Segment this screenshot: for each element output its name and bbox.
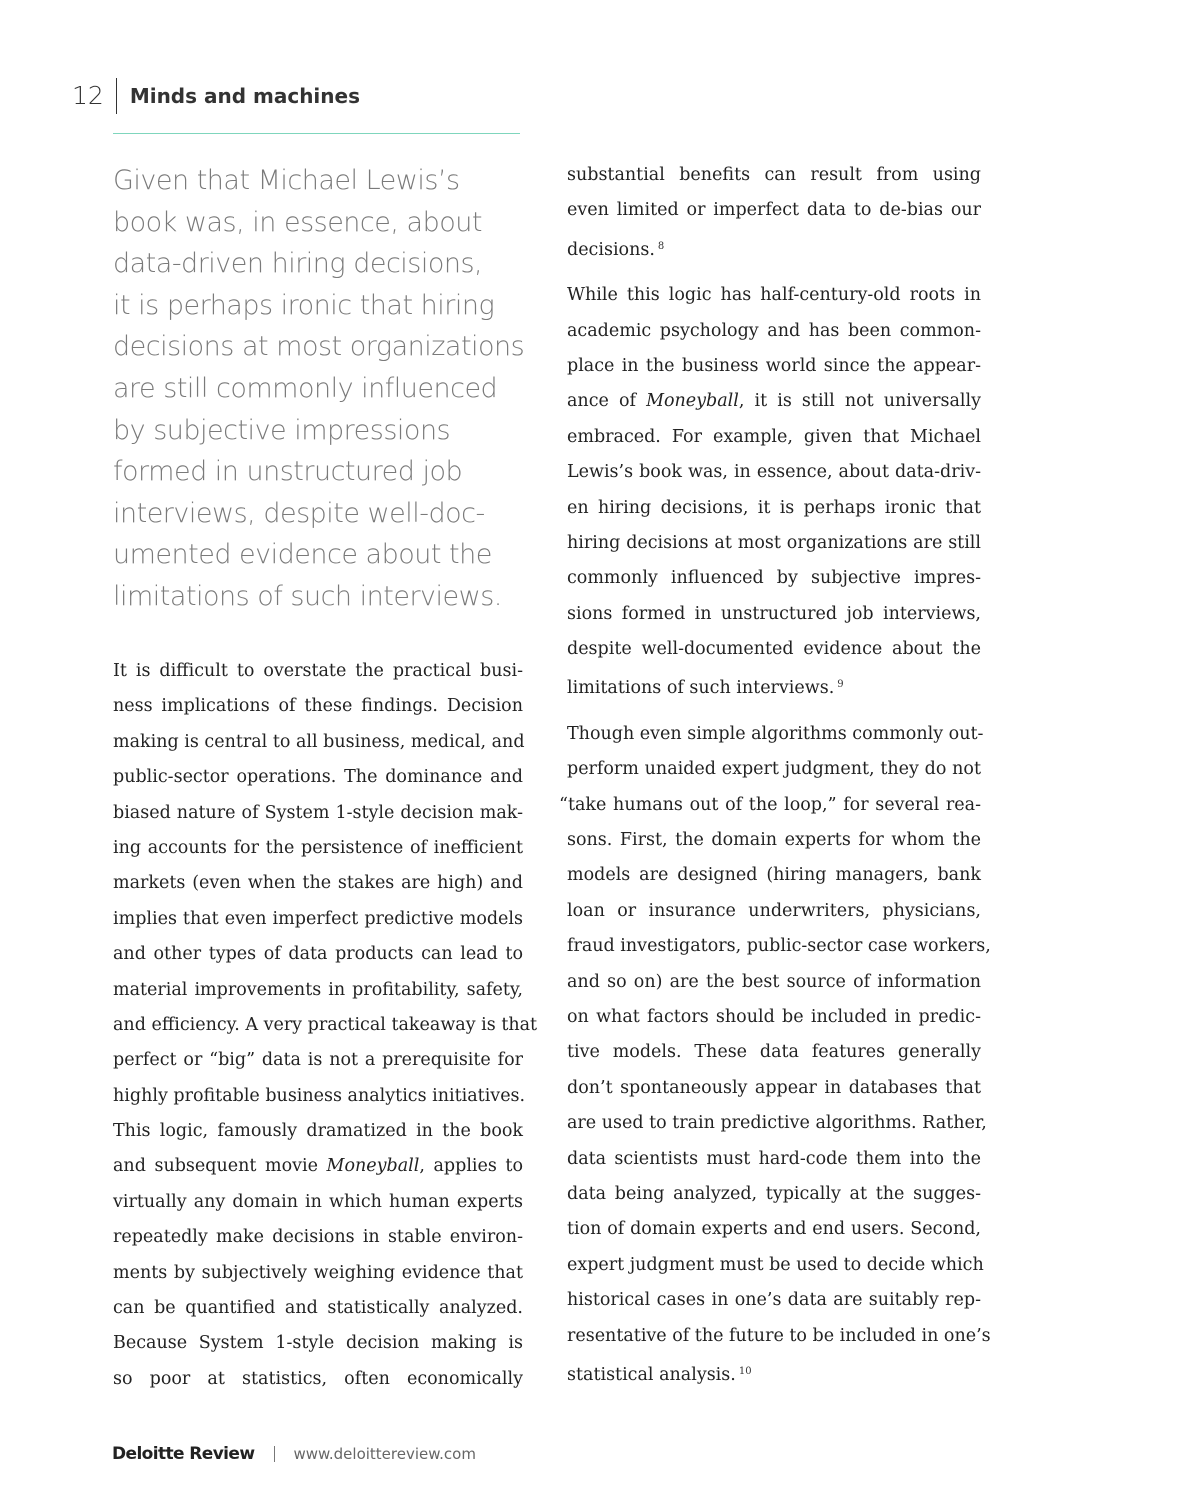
text-line: ments by subjectively weighing evidence that [113,1262,523,1283]
text-line: While this logic has half-century-old roots in [567,285,981,306]
text-line: en hiring decisions, it is perhaps ironic that [567,497,981,518]
section-title: Minds and machines [129,84,360,108]
text-line: public-sector operations. The dominance and [113,767,523,788]
text-line: place in the business world since the appear- [567,355,981,376]
text-run: limitations of such interviews. [567,678,835,699]
text-line: can be quantified and statistically analyzed. [113,1298,523,1319]
pullquote-line: formed in unstructured job [113,456,463,488]
pullquote-line: it is perhaps ironic that hiring [113,289,495,321]
text-line: tion of domain experts and end users. Second, [567,1219,981,1240]
right-column [559,158,991,1403]
footnote-ref[interactable]: 10 [738,1365,752,1377]
text-line: This logic, famously dramatized in the book [113,1121,523,1142]
text-line: highly profitable business analytics initiatives. [113,1085,526,1106]
text-line: don’t spontaneously appear in databases that [567,1077,981,1098]
text-line: hiring decisions at most organizations are still [567,532,981,553]
text-line: substantial benefits can result from using [567,165,981,185]
text-line [113,1149,523,1184]
text-line: despite well-documented evidence about the [567,639,981,660]
text-line: material improvements in profitability, safety, [113,979,523,1000]
pullquote-line: Given that Michael Lewis’s [113,165,460,196]
text-line: data scientists must hard-code them into the [567,1148,981,1169]
text-line: and other types of data products can lead to [113,944,523,965]
text-line: fraud investigators, public-sector case workers, [567,936,991,957]
footnote-ref[interactable]: 9 [837,679,844,691]
page-header [72,76,360,116]
text-line: Though even simple algorithms commonly out- [567,723,984,744]
text-run: statistical analysis. [567,1364,736,1385]
text-line: perfect or “big” data is not a prerequisite for [113,1050,523,1071]
text-line: “take humans out of the loop,” for several rea- [559,794,981,815]
text-line: and so on) are the best source of information [567,971,981,992]
text-line: resentative of the future to be included in one’s [567,1325,991,1346]
pullquote-line: are still commonly influenced [113,372,498,404]
publication-brand: Deloitte Review [112,1444,255,1464]
text-line: loan or insurance underwriters, physicians, [567,900,981,921]
text-line: academic psychology and has been common- [567,320,981,341]
text-run: , it is still not universally [738,391,981,412]
text-line [567,384,981,419]
pull-quote [113,160,533,618]
text-line: expert judgment must be used to decide which [567,1254,984,1275]
text-run: ance of [567,391,647,412]
website-link[interactable]: www.deloittereview.com [293,1445,476,1463]
pullquote-line: data-driven hiring decisions, [113,248,483,280]
text-line: models are designed (hiring managers, bank [567,865,981,886]
text-line: ness implications of these findings. Decision [113,696,523,717]
pullquote-divider [113,133,520,134]
page-footer [112,1442,476,1466]
pullquote-line: interviews, despite well-doc- [113,497,485,529]
text-line: virtually any domain in which human experts [113,1191,523,1212]
text-run: and subsequent movie [113,1156,327,1177]
body-paragraph [567,158,981,264]
text-line: historical cases in one’s data are suitably rep- [567,1290,981,1311]
body-paragraph [113,654,538,1397]
text-line: tive models. These data features generally [567,1042,981,1063]
left-column [113,654,538,1411]
text-line: implies that even imperfect predictive models [113,908,523,929]
text-line: Because System 1-style decision making is [113,1333,523,1354]
pullquote-line: by subjective impressions [113,414,451,446]
footnote-ref[interactable]: 8 [657,240,665,252]
text-line: commonly influenced by subjective impres- [567,568,981,589]
text-line: on what factors should be included in predic- [567,1006,981,1027]
text-line [567,1354,981,1389]
italic-title: Moneyball [326,1156,420,1177]
text-line: and efficiency. A very practical takeaway is that [113,1014,538,1035]
text-line: biased nature of System 1-style decision mak- [113,802,523,823]
page-number: 12 [72,78,117,114]
body-paragraph [559,717,991,1389]
pullquote-line: limitations of such interviews. [113,580,502,612]
text-line: making is central to all business, medical, and [113,731,525,752]
text-run: , applies to [419,1156,523,1177]
text-line: perform unaided expert judgment, they do not [567,759,981,780]
text-line: embraced. For example, given that Michael [567,426,981,447]
text-line: Lewis’s book was, in essence, about data-driv- [567,462,981,483]
text-line: It is difficult to overstate the practical busi- [113,661,523,681]
text-line: sons. First, the domain experts for whom the [567,830,981,851]
text-line: repeatedly make decisions in stable environ- [113,1227,523,1248]
pullquote-line: umented evidence about the [113,539,492,571]
text-run: decisions. [567,239,655,260]
text-line [567,667,981,702]
text-line: so poor at statistics, often economically [113,1368,523,1389]
text-line: data being analyzed, typically at the sugges- [567,1183,981,1204]
text-line: markets (even when the stakes are high) and [113,873,523,894]
pullquote-line: book was, in essence, about [113,206,482,238]
italic-title: Moneyball [646,391,739,412]
pullquote-line: decisions at most organizations [113,331,525,363]
body-paragraph [567,278,981,703]
text-line: ing accounts for the persistence of inefficient [113,837,523,858]
text-line: sions formed in unstructured job interviews, [567,603,981,624]
footer-divider [274,1446,275,1462]
text-line: are used to train predictive algorithms. Rather, [567,1113,987,1134]
text-line [567,229,981,264]
text-line: even limited or imperfect data to de-bias our [567,200,981,221]
